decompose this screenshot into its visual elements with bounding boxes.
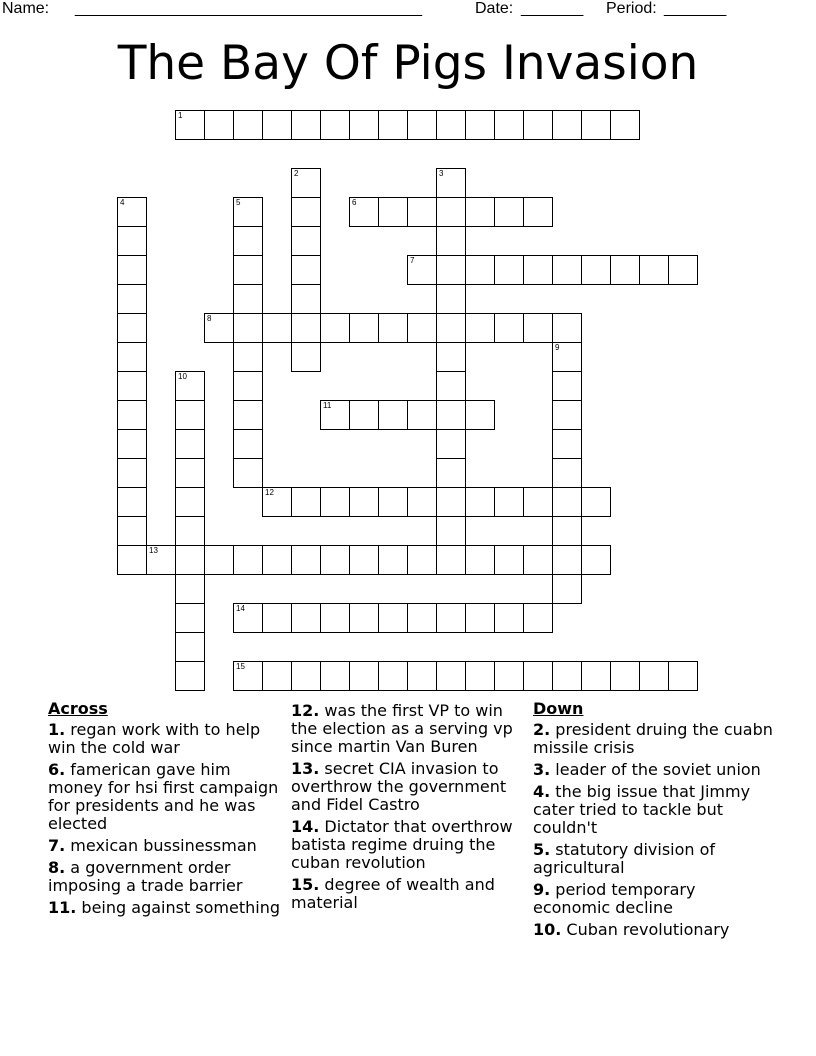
crossword-cell[interactable] bbox=[291, 313, 321, 343]
crossword-cell[interactable] bbox=[204, 545, 234, 575]
crossword-cell[interactable] bbox=[436, 255, 466, 285]
crossword-cell[interactable] bbox=[117, 255, 147, 285]
crossword-cell[interactable] bbox=[291, 545, 321, 575]
crossword-cell[interactable] bbox=[407, 313, 437, 343]
clue-text: Dictator that overthrow batista regime druing the cuban revolution bbox=[291, 817, 513, 872]
period-blank[interactable]: _______ bbox=[664, 0, 727, 17]
clue-number-label: 15 bbox=[236, 662, 245, 671]
crossword-cell[interactable] bbox=[175, 400, 205, 430]
crossword-cell[interactable] bbox=[407, 110, 437, 140]
clue-text: degree of wealth and material bbox=[291, 875, 495, 912]
crossword-cell[interactable] bbox=[291, 197, 321, 227]
crossword-cell[interactable] bbox=[378, 110, 408, 140]
crossword-cell[interactable] bbox=[175, 429, 205, 459]
crossword-cell[interactable] bbox=[465, 603, 495, 633]
crossword-cell[interactable] bbox=[436, 400, 466, 430]
clue-text: famerican gave him money for hsi first campaign for presidents and he was elected bbox=[48, 760, 279, 833]
crossword-cell[interactable] bbox=[436, 516, 466, 546]
crossword-cell[interactable] bbox=[465, 110, 495, 140]
clue-number: 14. bbox=[291, 817, 320, 836]
clue-text: the big issue that Jimmy cater tried to tackle but couldn't bbox=[533, 782, 751, 837]
crossword-cell[interactable] bbox=[320, 487, 350, 517]
crossword-cell[interactable] bbox=[349, 313, 379, 343]
crossword-cell[interactable] bbox=[233, 342, 263, 372]
clue-number: 13. bbox=[291, 759, 320, 778]
crossword-cell[interactable] bbox=[436, 603, 466, 633]
clue-number: 9. bbox=[533, 880, 551, 899]
clue-item bbox=[533, 881, 773, 917]
clue-item bbox=[291, 702, 526, 756]
clue-text: a government order imposing a trade barrier bbox=[48, 858, 243, 895]
crossword-cell[interactable] bbox=[552, 400, 582, 430]
crossword-cell[interactable] bbox=[523, 661, 553, 691]
clue-number-label: 13 bbox=[149, 546, 158, 555]
crossword-cell[interactable] bbox=[117, 197, 147, 227]
crossword-cell[interactable] bbox=[117, 371, 147, 401]
crossword-cell[interactable] bbox=[552, 545, 582, 575]
clue-number: 6. bbox=[48, 760, 66, 779]
crossword-cell[interactable] bbox=[552, 516, 582, 546]
crossword-cell[interactable] bbox=[378, 603, 408, 633]
crossword-cell[interactable] bbox=[117, 226, 147, 256]
crossword-cell[interactable] bbox=[639, 255, 669, 285]
crossword-cell[interactable] bbox=[494, 313, 524, 343]
clue-item bbox=[48, 899, 284, 917]
crossword-cell[interactable] bbox=[494, 110, 524, 140]
crossword-cell[interactable] bbox=[175, 661, 205, 691]
crossword-cell[interactable] bbox=[552, 255, 582, 285]
crossword-cell[interactable] bbox=[436, 487, 466, 517]
crossword-cell[interactable] bbox=[407, 255, 437, 285]
clue-text: statutory division of agricultural bbox=[533, 840, 716, 877]
crossword-cell[interactable] bbox=[552, 458, 582, 488]
crossword-cell[interactable] bbox=[407, 487, 437, 517]
crossword-cell[interactable] bbox=[175, 574, 205, 604]
crossword-cell[interactable] bbox=[349, 197, 379, 227]
period-label: Period: bbox=[606, 0, 657, 17]
crossword-cell[interactable] bbox=[465, 255, 495, 285]
crossword-cell[interactable] bbox=[320, 545, 350, 575]
crossword-cell[interactable] bbox=[291, 661, 321, 691]
crossword-cell[interactable] bbox=[175, 603, 205, 633]
clue-number-label: 3 bbox=[439, 169, 444, 178]
crossword-cell[interactable] bbox=[233, 197, 263, 227]
clue-number: 1. bbox=[48, 720, 66, 739]
crossword-cell[interactable] bbox=[320, 313, 350, 343]
crossword-cell[interactable] bbox=[523, 197, 553, 227]
clue-number-label: 1 bbox=[178, 111, 183, 120]
crossword-cell[interactable] bbox=[349, 487, 379, 517]
clue-number: 7. bbox=[48, 836, 66, 855]
crossword-cell[interactable] bbox=[523, 487, 553, 517]
crossword-cell[interactable] bbox=[320, 603, 350, 633]
crossword-cell[interactable] bbox=[378, 197, 408, 227]
crossword-cell[interactable] bbox=[552, 342, 582, 372]
clue-text: president druing the cuabn missile crisis bbox=[533, 720, 773, 757]
crossword-cell[interactable] bbox=[291, 603, 321, 633]
crossword-cell[interactable] bbox=[262, 110, 292, 140]
crossword-cell[interactable] bbox=[494, 487, 524, 517]
crossword-cell[interactable] bbox=[233, 284, 263, 314]
clue-number: 5. bbox=[533, 840, 551, 859]
clue-text: regan work with to help win the cold war bbox=[48, 720, 261, 757]
crossword-cell[interactable] bbox=[233, 313, 263, 343]
crossword-cell[interactable] bbox=[465, 400, 495, 430]
crossword-cell[interactable] bbox=[233, 226, 263, 256]
clue-item bbox=[533, 841, 773, 877]
crossword-cell[interactable] bbox=[378, 487, 408, 517]
crossword-cell[interactable] bbox=[233, 371, 263, 401]
crossword-cell[interactable] bbox=[291, 255, 321, 285]
crossword-cell[interactable] bbox=[436, 429, 466, 459]
crossword-cell[interactable] bbox=[639, 661, 669, 691]
clue-number-label: 10 bbox=[178, 372, 187, 381]
crossword-cell[interactable] bbox=[610, 255, 640, 285]
crossword-cell[interactable] bbox=[291, 226, 321, 256]
clue-number: 10. bbox=[533, 920, 562, 939]
crossword-cell[interactable] bbox=[436, 284, 466, 314]
crossword-cell[interactable] bbox=[436, 458, 466, 488]
crossword-cell[interactable] bbox=[233, 429, 263, 459]
crossword-cell[interactable] bbox=[552, 487, 582, 517]
crossword-cell[interactable] bbox=[117, 342, 147, 372]
crossword-cell[interactable] bbox=[233, 545, 263, 575]
crossword-cell[interactable] bbox=[291, 110, 321, 140]
crossword-cell[interactable] bbox=[204, 313, 234, 343]
crossword-cell[interactable] bbox=[436, 226, 466, 256]
crossword-cell[interactable] bbox=[494, 603, 524, 633]
crossword-cell[interactable] bbox=[175, 487, 205, 517]
clue-number: 15. bbox=[291, 875, 320, 894]
crossword-cell[interactable] bbox=[436, 661, 466, 691]
across-clues-column-1 bbox=[48, 700, 284, 921]
crossword-cell[interactable] bbox=[233, 400, 263, 430]
clue-item bbox=[533, 721, 773, 757]
crossword-cell[interactable] bbox=[175, 371, 205, 401]
clue-number: 11. bbox=[48, 898, 77, 917]
crossword-cell[interactable] bbox=[233, 458, 263, 488]
crossword-cell[interactable] bbox=[552, 574, 582, 604]
crossword-cell[interactable] bbox=[436, 342, 466, 372]
clue-item bbox=[291, 760, 526, 814]
crossword-cell[interactable] bbox=[117, 400, 147, 430]
crossword-cell[interactable] bbox=[523, 255, 553, 285]
crossword-cell[interactable] bbox=[233, 603, 263, 633]
clue-text: mexican bussinessman bbox=[65, 836, 257, 855]
crossword-cell[interactable] bbox=[175, 458, 205, 488]
crossword-cell[interactable] bbox=[552, 313, 582, 343]
crossword-cell[interactable] bbox=[349, 603, 379, 633]
clue-item bbox=[48, 859, 284, 895]
clue-text: secret CIA invasion to overthrow the government and Fidel Castro bbox=[291, 759, 507, 814]
crossword-cell[interactable] bbox=[320, 400, 350, 430]
clue-number-label: 4 bbox=[120, 198, 125, 207]
crossword-cell[interactable] bbox=[291, 342, 321, 372]
crossword-cell[interactable] bbox=[262, 487, 292, 517]
crossword-cell[interactable] bbox=[494, 661, 524, 691]
clue-text: Cuban revolutionary bbox=[561, 920, 730, 939]
crossword-cell[interactable] bbox=[349, 110, 379, 140]
clue-text: was the first VP to win the election as a serving vp since martin Van Buren bbox=[291, 701, 513, 756]
clue-number-label: 6 bbox=[352, 198, 357, 207]
page-title: The Bay Of Pigs Invasion bbox=[117, 36, 699, 91]
crossword-cell[interactable] bbox=[233, 110, 263, 140]
clue-item bbox=[48, 837, 284, 855]
crossword-cell[interactable] bbox=[436, 371, 466, 401]
crossword-cell[interactable] bbox=[668, 255, 698, 285]
crossword-cell[interactable] bbox=[523, 545, 553, 575]
name-blank[interactable]: _______________________________________ bbox=[75, 0, 423, 17]
across-clues-column-2 bbox=[291, 702, 526, 916]
crossword-cell[interactable] bbox=[117, 545, 147, 575]
down-clues-column bbox=[533, 700, 773, 943]
crossword-cell[interactable] bbox=[552, 110, 582, 140]
crossword-cell[interactable] bbox=[291, 284, 321, 314]
crossword-cell[interactable] bbox=[581, 661, 611, 691]
name-label: Name: bbox=[2, 0, 50, 17]
crossword-cell[interactable] bbox=[233, 255, 263, 285]
clue-item bbox=[533, 921, 773, 939]
clue-number-label: 11 bbox=[323, 401, 332, 410]
crossword-cell[interactable] bbox=[523, 110, 553, 140]
crossword-cell[interactable] bbox=[407, 603, 437, 633]
clue-number-label: 5 bbox=[236, 198, 241, 207]
crossword-cell[interactable] bbox=[146, 545, 176, 575]
clue-number-label: 9 bbox=[555, 343, 560, 352]
crossword-cell[interactable] bbox=[378, 400, 408, 430]
crossword-cell[interactable] bbox=[262, 545, 292, 575]
clue-item bbox=[291, 876, 526, 912]
crossword-cell[interactable] bbox=[465, 313, 495, 343]
clue-number: 8. bbox=[48, 858, 66, 877]
crossword-cell[interactable] bbox=[668, 661, 698, 691]
clue-item bbox=[533, 783, 773, 837]
date-blank[interactable]: _______ bbox=[521, 0, 584, 17]
crossword-cell[interactable] bbox=[436, 110, 466, 140]
crossword-cell[interactable] bbox=[262, 661, 292, 691]
crossword-cell[interactable] bbox=[175, 516, 205, 546]
crossword-cell[interactable] bbox=[349, 400, 379, 430]
crossword-cell[interactable] bbox=[465, 487, 495, 517]
down-heading: Down bbox=[533, 699, 584, 718]
crossword-cell[interactable] bbox=[552, 371, 582, 401]
crossword-cell[interactable] bbox=[117, 313, 147, 343]
crossword-cell[interactable] bbox=[552, 429, 582, 459]
clue-number: 3. bbox=[533, 760, 551, 779]
crossword-cell[interactable] bbox=[320, 110, 350, 140]
crossword-cell[interactable] bbox=[436, 168, 466, 198]
crossword-cell[interactable] bbox=[494, 545, 524, 575]
clue-number: 2. bbox=[533, 720, 551, 739]
crossword-cell[interactable] bbox=[262, 313, 292, 343]
crossword-cell[interactable] bbox=[349, 545, 379, 575]
crossword-cell[interactable] bbox=[378, 313, 408, 343]
across-heading: Across bbox=[48, 699, 108, 718]
clue-item bbox=[291, 818, 526, 872]
crossword-cell[interactable] bbox=[494, 255, 524, 285]
clue-number-label: 2 bbox=[294, 169, 299, 178]
crossword-cell[interactable] bbox=[175, 545, 205, 575]
crossword-cell[interactable] bbox=[117, 516, 147, 546]
crossword-cell[interactable] bbox=[320, 661, 350, 691]
clue-item bbox=[48, 761, 284, 833]
crossword-cell[interactable] bbox=[465, 197, 495, 227]
clue-text: leader of the soviet union bbox=[550, 760, 761, 779]
clue-number-label: 7 bbox=[410, 256, 415, 265]
clue-text: being against something bbox=[76, 898, 281, 917]
crossword-cell[interactable] bbox=[436, 313, 466, 343]
crossword-cell[interactable] bbox=[581, 545, 611, 575]
crossword-cell[interactable] bbox=[523, 603, 553, 633]
crossword-cell[interactable] bbox=[407, 661, 437, 691]
crossword-cell[interactable] bbox=[610, 661, 640, 691]
crossword-cell[interactable] bbox=[175, 632, 205, 662]
crossword-cell[interactable] bbox=[581, 110, 611, 140]
crossword-cell[interactable] bbox=[523, 313, 553, 343]
crossword-cell[interactable] bbox=[407, 545, 437, 575]
clue-number-label: 14 bbox=[236, 604, 245, 613]
crossword-cell[interactable] bbox=[349, 661, 379, 691]
crossword-cell[interactable] bbox=[465, 545, 495, 575]
crossword-cell[interactable] bbox=[436, 545, 466, 575]
crossword-cell[interactable] bbox=[175, 110, 205, 140]
crossword-cell[interactable] bbox=[494, 197, 524, 227]
date-label: Date: bbox=[475, 0, 514, 17]
clue-number-label: 8 bbox=[207, 314, 212, 323]
clue-number-label: 12 bbox=[265, 488, 274, 497]
crossword-cell[interactable] bbox=[436, 197, 466, 227]
clue-item bbox=[48, 721, 284, 757]
crossword-cell[interactable] bbox=[552, 661, 582, 691]
clue-number: 4. bbox=[533, 782, 551, 801]
crossword-cell[interactable] bbox=[581, 487, 611, 517]
crossword-cell[interactable] bbox=[204, 110, 234, 140]
crossword-cell[interactable] bbox=[378, 545, 408, 575]
crossword-cell[interactable] bbox=[610, 110, 640, 140]
crossword-cell[interactable] bbox=[117, 284, 147, 314]
crossword-cell[interactable] bbox=[378, 661, 408, 691]
crossword-cell[interactable] bbox=[117, 458, 147, 488]
crossword-cell[interactable] bbox=[407, 197, 437, 227]
crossword-cell[interactable] bbox=[291, 168, 321, 198]
crossword-cell[interactable] bbox=[291, 487, 321, 517]
clue-number: 12. bbox=[291, 701, 320, 720]
clue-text: period temporary economic decline bbox=[533, 880, 696, 917]
clue-item bbox=[533, 761, 773, 779]
crossword-cell[interactable] bbox=[581, 255, 611, 285]
crossword-cell[interactable] bbox=[117, 429, 147, 459]
crossword-cell[interactable] bbox=[407, 400, 437, 430]
crossword-cell[interactable] bbox=[465, 661, 495, 691]
crossword-cell[interactable] bbox=[262, 603, 292, 633]
crossword-cell[interactable] bbox=[233, 661, 263, 691]
crossword-cell[interactable] bbox=[117, 487, 147, 517]
